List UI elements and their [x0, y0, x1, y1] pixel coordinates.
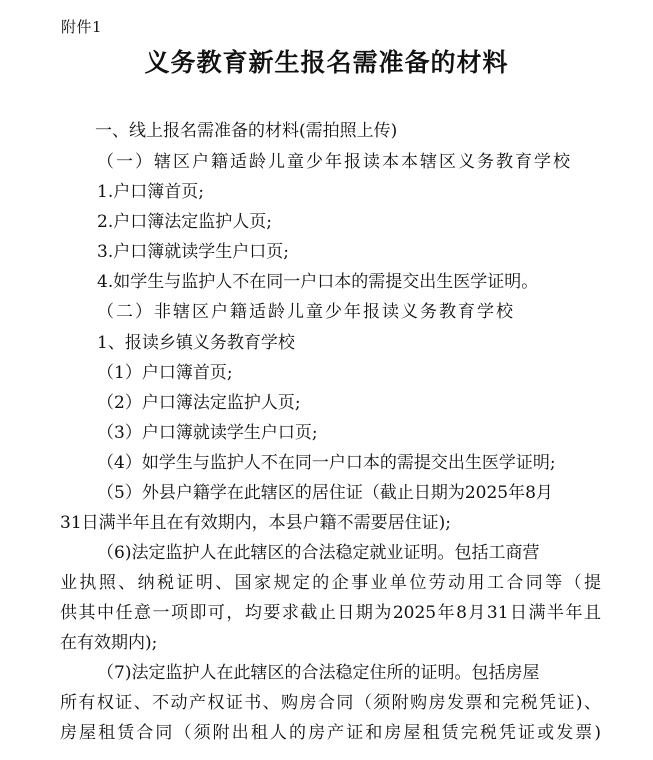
paragraph-line: 31日满半年且在有效期内，本县户籍不需要居住证);	[60, 513, 451, 533]
list-item: （4）如学生与监护人不在同一户口本的需提交出生医学证明;	[97, 453, 556, 473]
paragraph-line: 在有效期内);	[60, 633, 158, 653]
paragraph-line: 供其中任意一项即可，均要求截止日期为2025年8月31日满半年且	[60, 603, 601, 623]
subsection-heading: （二）非辖区户籍适龄儿童少年报读义务教育学校	[97, 302, 515, 322]
paragraph-line: （6)法定监护人在此辖区的合法稳定就业证明。包括工商营	[97, 543, 540, 563]
list-item: 4.如学生与监护人不在同一户口本的需提交出生医学证明。	[97, 272, 539, 292]
attachment-label: 附件1	[61, 18, 103, 36]
list-item: （1）户口簿首页;	[97, 363, 233, 383]
list-item: 2.户口簿法定监护人页;	[97, 212, 272, 232]
list-item: 1.户口簿首页;	[97, 182, 204, 202]
paragraph-line: （5）外县户籍学在此辖区的居住证（截止日期为2025年8月	[97, 483, 553, 503]
paragraph-line: 房屋租赁合同（须附出租人的房产证和房屋租赁完税凭证或发票)	[60, 723, 601, 743]
list-item: （2）户口簿法定监护人页;	[97, 393, 301, 413]
paragraph-line: （7)法定监护人在此辖区的合法稳定住所的证明。包括房屋	[97, 663, 540, 683]
paragraph-line: 业执照、纳税证明、国家规定的企事业单位劳动用工合同等（提	[60, 573, 601, 593]
section-heading: 一、线上报名需准备的材料(需拍照上传)	[95, 121, 398, 141]
paragraph-line: 所有权证、不动产权证书、购房合同（须附购房发票和完税凭证)、	[60, 693, 601, 713]
list-item: 3.户口簿就读学生户口页;	[97, 242, 289, 262]
item-heading: 1、报读乡镇义务教育学校	[97, 333, 295, 353]
subsection-heading: （一）辖区户籍适龄儿童少年报读本本辖区义务教育学校	[97, 152, 572, 172]
document-title: 义务教育新生报名需准备的材料	[144, 48, 509, 77]
list-item: （3）户口簿就读学生户口页;	[97, 423, 318, 443]
